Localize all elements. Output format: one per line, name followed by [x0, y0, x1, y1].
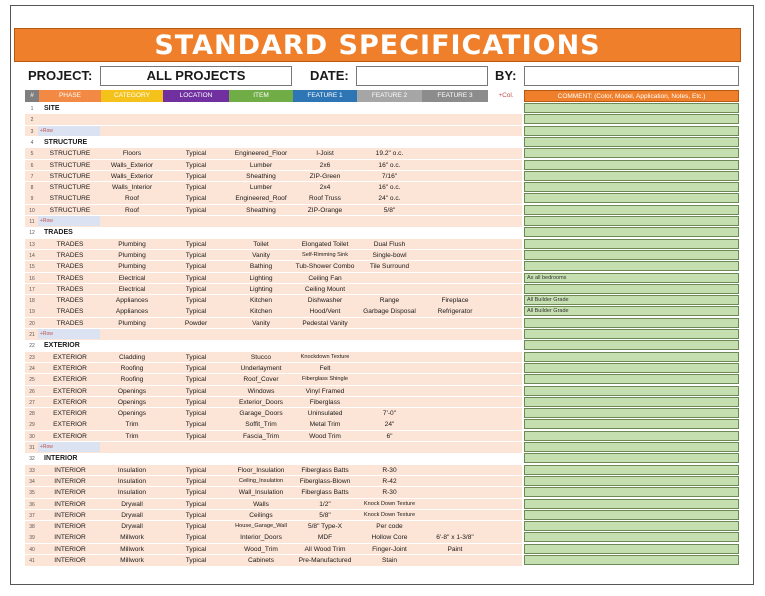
- row-number: 3: [30, 128, 34, 135]
- row-number: 18: [29, 298, 35, 305]
- col-header-feature3[interactable]: FEATURE 3: [422, 90, 488, 102]
- comment-cell[interactable]: [524, 510, 739, 520]
- cell-item[interactable]: Cabinets: [247, 557, 275, 564]
- row-number: 39: [29, 535, 35, 542]
- cell-f2[interactable]: Tile Surround: [369, 263, 410, 271]
- comment-cell[interactable]: [524, 374, 739, 384]
- cell-location[interactable]: Typical: [185, 240, 207, 248]
- row-number: 4: [30, 139, 34, 146]
- cell-f2[interactable]: Per code: [376, 523, 403, 531]
- cell-category[interactable]: Plumbing: [118, 251, 146, 259]
- cell-location[interactable]: Typical: [185, 500, 207, 508]
- cell-location[interactable]: Typical: [185, 489, 207, 497]
- cell-location[interactable]: Typical: [185, 557, 207, 564]
- row-number: 14: [29, 252, 35, 259]
- cell-f2[interactable]: Knock Down Texture: [363, 511, 416, 518]
- cell-f3[interactable]: Paint: [447, 545, 463, 553]
- cell-location[interactable]: Typical: [185, 263, 207, 271]
- cell-f2[interactable]: 16" o.c.: [378, 184, 401, 192]
- cell-category[interactable]: Trim: [125, 432, 139, 440]
- cell-phase[interactable]: TRADES: [56, 274, 84, 282]
- section-heading: EXTERIOR: [44, 342, 80, 350]
- col-header-location[interactable]: LOCATION: [163, 90, 229, 102]
- row-number: 1: [30, 106, 34, 112]
- comment-cell[interactable]: [524, 397, 739, 407]
- cell-item[interactable]: Walls: [253, 500, 269, 508]
- cell-item[interactable]: Vanity: [252, 251, 270, 259]
- cell-f1[interactable]: Ceiling Mount: [304, 285, 346, 293]
- row-number: 32: [29, 456, 35, 463]
- cell-f1[interactable]: Pedestal Vanity: [302, 319, 348, 327]
- table-row[interactable]: [25, 453, 522, 464]
- row-number: 25: [29, 377, 35, 384]
- cell-category[interactable]: Roofing: [120, 364, 144, 372]
- cell-f1[interactable]: Fiberglass Batts: [301, 489, 349, 497]
- cell-f1[interactable]: Wood Trim: [309, 432, 341, 440]
- cell-location[interactable]: Typical: [185, 376, 207, 384]
- cell-f1[interactable]: All Wood Trim: [304, 545, 346, 553]
- cell-location[interactable]: Typical: [185, 274, 207, 282]
- row-number: 8: [30, 185, 34, 192]
- project-label: PROJECT:: [28, 68, 93, 83]
- cell-phase[interactable]: TRADES: [56, 285, 84, 293]
- col-header-comment: COMMENT: (Color, Model, Application, Notes, Etc.): [524, 90, 739, 102]
- row-number: 24: [29, 365, 35, 372]
- by-field[interactable]: [524, 66, 739, 86]
- cell-item[interactable]: Ceiling_Insulation: [238, 477, 284, 484]
- cell-category[interactable]: Plumbing: [118, 319, 146, 327]
- table-row[interactable]: [25, 340, 522, 351]
- cell-item[interactable]: Stucco: [250, 353, 272, 361]
- cell-phase[interactable]: TRADES: [56, 263, 84, 271]
- cell-f2[interactable]: Dual Flush: [373, 240, 406, 248]
- row-number: 17: [29, 286, 35, 293]
- cell-category[interactable]: Drywall: [121, 523, 143, 531]
- col-header-feature2[interactable]: FEATURE 2: [357, 90, 422, 102]
- cell-location[interactable]: Typical: [185, 477, 207, 485]
- cell-f1[interactable]: MDF: [317, 534, 333, 542]
- cell-f1[interactable]: 2x6: [319, 161, 331, 169]
- row-number: 10: [29, 207, 35, 214]
- comment-cell[interactable]: [524, 465, 739, 475]
- cell-item[interactable]: Kitchen: [250, 297, 272, 305]
- cell-location[interactable]: Typical: [185, 172, 207, 180]
- row-number: 27: [29, 399, 35, 406]
- cell-location[interactable]: Typical: [185, 297, 207, 305]
- cell-f1[interactable]: Fiberglass-Blown: [299, 477, 351, 485]
- cell-location[interactable]: Typical: [185, 150, 207, 158]
- cell-item[interactable]: Sheathing: [246, 172, 276, 180]
- row-number: 13: [29, 241, 35, 248]
- comment-cell[interactable]: [524, 227, 739, 237]
- col-header-num: #: [25, 90, 39, 102]
- comment-cell[interactable]: As all bedrooms: [524, 273, 739, 283]
- cell-location[interactable]: Typical: [185, 466, 207, 474]
- comment-cell[interactable]: [524, 160, 739, 170]
- cell-f2[interactable]: 16" o.c.: [378, 161, 401, 169]
- row-number: 15: [29, 264, 35, 271]
- cell-item[interactable]: Ceilings: [249, 511, 273, 519]
- cell-f2[interactable]: 7'-0": [382, 410, 397, 418]
- cell-f2[interactable]: R-42: [382, 477, 397, 485]
- comment-cell[interactable]: [524, 431, 739, 441]
- table-row[interactable]: [25, 103, 522, 114]
- cell-phase[interactable]: STRUCTURE: [49, 206, 91, 214]
- cell-phase[interactable]: INTERIOR: [54, 477, 86, 485]
- cell-location[interactable]: Typical: [185, 545, 207, 553]
- row-number: 12: [29, 230, 35, 237]
- cell-item[interactable]: Floor_Insulation: [237, 466, 285, 474]
- comment-cell[interactable]: [524, 318, 739, 328]
- cell-category[interactable]: Drywall: [121, 500, 143, 508]
- cell-f1[interactable]: Pre-Manufactured: [298, 557, 352, 564]
- row-number: 21: [29, 332, 35, 338]
- cell-phase[interactable]: STRUCTURE: [49, 150, 91, 158]
- cell-phase[interactable]: INTERIOR: [54, 466, 86, 474]
- row-number: 29: [29, 422, 35, 429]
- col-header-feature1[interactable]: FEATURE 1: [293, 90, 357, 102]
- cell-phase[interactable]: TRADES: [56, 251, 84, 259]
- cell-f1[interactable]: Ceiling Fan: [308, 274, 342, 282]
- section-heading: INTERIOR: [44, 455, 78, 463]
- row-number: 38: [29, 524, 35, 531]
- cell-location[interactable]: Typical: [185, 161, 207, 169]
- cell-location[interactable]: Typical: [185, 511, 207, 519]
- cell-category[interactable]: Walls_Exterior: [110, 172, 154, 180]
- cell-phase[interactable]: STRUCTURE: [49, 161, 91, 169]
- section-heading: SITE: [44, 105, 60, 112]
- by-label: BY:: [495, 68, 517, 83]
- row-number: 34: [29, 478, 35, 485]
- cell-category[interactable]: Millwork: [120, 534, 144, 542]
- row-number: 5: [30, 151, 34, 158]
- cell-phase[interactable]: INTERIOR: [54, 534, 86, 542]
- cell-item[interactable]: Lighting: [249, 274, 273, 282]
- cell-category[interactable]: Roof: [125, 206, 139, 214]
- cell-phase[interactable]: INTERIOR: [54, 557, 86, 564]
- cell-f2[interactable]: 24": [384, 421, 395, 429]
- comment-cell[interactable]: [524, 205, 739, 215]
- cell-category[interactable]: Insulation: [117, 477, 147, 485]
- row-number: 9: [30, 196, 34, 203]
- cell-f2[interactable]: 6": [386, 432, 393, 440]
- cell-f1[interactable]: Hood/Vent: [309, 308, 341, 316]
- row-number: 31: [29, 445, 35, 451]
- col-header-item[interactable]: ITEM: [229, 90, 293, 102]
- cell-category[interactable]: Appliances: [115, 297, 149, 305]
- cell-f2[interactable]: Finger-Joint: [372, 545, 407, 553]
- cell-category[interactable]: Electrical: [118, 285, 146, 293]
- section-heading: STRUCTURE: [44, 138, 88, 146]
- table-row[interactable]: [25, 114, 522, 125]
- comment-cell[interactable]: [524, 453, 739, 463]
- cell-location[interactable]: Typical: [185, 387, 207, 395]
- table-row[interactable]: [25, 227, 522, 238]
- cell-item[interactable]: Lumber: [249, 184, 273, 192]
- cell-f2[interactable]: Hollow Core: [371, 534, 408, 542]
- comment-cell[interactable]: [524, 363, 739, 373]
- row-number: 19: [29, 309, 35, 316]
- comment-cell[interactable]: [524, 329, 739, 339]
- cell-phase[interactable]: STRUCTURE: [49, 195, 91, 203]
- cell-f1[interactable]: 5/8": [319, 511, 331, 519]
- add-column-button[interactable]: +Col.: [488, 90, 524, 102]
- cell-category[interactable]: Openings: [117, 410, 147, 418]
- cell-location[interactable]: Powder: [184, 319, 208, 327]
- comment-cell[interactable]: [524, 284, 739, 294]
- cell-f1[interactable]: I-Joist: [316, 150, 334, 158]
- comment-cell[interactable]: All Builder Grade: [524, 295, 739, 305]
- cell-category[interactable]: Insulation: [117, 489, 147, 497]
- cell-f1[interactable]: 1/2": [319, 500, 331, 508]
- cell-category[interactable]: Drywall: [121, 511, 143, 519]
- cell-category[interactable]: Cladding: [118, 353, 146, 361]
- cell-location[interactable]: Typical: [185, 195, 207, 203]
- cell-f2[interactable]: 7/16": [381, 172, 398, 180]
- page-title: STANDARD SPECIFICATIONS: [14, 28, 741, 62]
- cell-f1[interactable]: Fiberglass Shingle: [301, 376, 349, 383]
- comment-cell[interactable]: [524, 340, 739, 350]
- comment-cell[interactable]: [524, 103, 739, 113]
- cell-item[interactable]: House_Garage_Wall: [235, 523, 287, 530]
- cell-category[interactable]: Walls_Exterior: [110, 161, 154, 169]
- row-number: 16: [29, 275, 35, 282]
- row-number: 2: [30, 117, 34, 124]
- cell-f3[interactable]: 6'-8" x 1-3/8": [436, 534, 474, 542]
- cell-item[interactable]: Vanity: [252, 319, 270, 327]
- comment-cell[interactable]: [524, 137, 739, 147]
- comment-cell[interactable]: [524, 148, 739, 158]
- comment-cell[interactable]: [524, 114, 739, 124]
- cell-f1[interactable]: Roof Truss: [309, 195, 341, 203]
- cell-f2[interactable]: 19.2" o.c.: [375, 150, 404, 158]
- row-number: 20: [29, 320, 35, 327]
- cell-phase[interactable]: EXTERIOR: [53, 421, 87, 429]
- comment-cell[interactable]: [524, 544, 739, 554]
- col-header-phase[interactable]: PHASE: [39, 90, 101, 102]
- cell-item[interactable]: Engineered_Roof: [235, 195, 287, 203]
- cell-item[interactable]: Engineered_Floor: [234, 150, 288, 158]
- cell-f1[interactable]: 2x4: [319, 184, 331, 192]
- cell-item[interactable]: Kitchen: [250, 308, 272, 316]
- comment-cell[interactable]: [524, 408, 739, 418]
- comment-cell[interactable]: [524, 261, 739, 271]
- cell-category[interactable]: Insulation: [117, 466, 147, 474]
- cell-f2[interactable]: Garbage Disposal: [363, 308, 416, 316]
- cell-category[interactable]: Electrical: [118, 274, 146, 282]
- cell-phase[interactable]: INTERIOR: [54, 500, 86, 508]
- add-row-button[interactable]: +Row: [38, 442, 100, 452]
- cell-item[interactable]: Soffit_Trim: [245, 421, 277, 429]
- cell-category[interactable]: Roof: [125, 195, 139, 203]
- cell-location[interactable]: Typical: [185, 308, 207, 316]
- cell-phase[interactable]: TRADES: [56, 240, 84, 248]
- cell-location[interactable]: Typical: [185, 421, 207, 429]
- table-row[interactable]: [25, 137, 522, 148]
- cell-location[interactable]: Typical: [185, 364, 207, 372]
- row-number: 35: [29, 490, 35, 497]
- cell-f1[interactable]: Knockdown Texture: [300, 353, 350, 360]
- row-number: 30: [29, 433, 35, 440]
- row-number: 23: [29, 354, 35, 361]
- cell-category[interactable]: Openings: [117, 398, 147, 406]
- row-number: 40: [29, 546, 35, 553]
- comment-cell[interactable]: [524, 171, 739, 181]
- cell-phase[interactable]: STRUCTURE: [49, 172, 91, 180]
- comment-cell[interactable]: [524, 521, 739, 531]
- add-row-button[interactable]: +Row: [38, 329, 100, 339]
- cell-item[interactable]: Garage_Doors: [239, 410, 283, 418]
- cell-f1[interactable]: Felt: [319, 364, 331, 372]
- cell-location[interactable]: Typical: [185, 523, 207, 531]
- row-number: 7: [30, 173, 34, 180]
- section-heading: TRADES: [44, 229, 73, 237]
- comment-cell[interactable]: [524, 532, 739, 542]
- row-number: 37: [29, 512, 35, 519]
- comment-cell[interactable]: All Builder Grade: [524, 306, 739, 316]
- cell-f1[interactable]: Fiberglass Batts: [301, 466, 349, 474]
- cell-phase[interactable]: TRADES: [56, 308, 84, 316]
- cell-f1[interactable]: 5/8" Type-X: [307, 523, 343, 531]
- comment-cell[interactable]: [524, 555, 739, 565]
- cell-item[interactable]: Interior_Doors: [240, 534, 282, 542]
- cell-item[interactable]: Lumber: [249, 161, 273, 169]
- comment-cell[interactable]: [524, 499, 739, 509]
- comment-cell[interactable]: [524, 193, 739, 203]
- cell-f2[interactable]: Range: [379, 297, 400, 305]
- cell-category[interactable]: Appliances: [115, 308, 149, 316]
- row-number: 36: [29, 501, 35, 508]
- date-field[interactable]: [356, 66, 488, 86]
- cell-f1[interactable]: Dishwasher: [307, 297, 343, 305]
- cell-f1[interactable]: Tub-Shower Combo: [295, 263, 355, 271]
- cell-item[interactable]: Roof_Cover: [243, 376, 279, 384]
- comment-cell[interactable]: [524, 419, 739, 429]
- cell-category[interactable]: Walls_Interior: [111, 184, 153, 192]
- cell-f1[interactable]: Self-Rimming Sink: [301, 251, 348, 258]
- cell-f1[interactable]: Fiberglass: [309, 398, 341, 406]
- cell-f2[interactable]: R-30: [382, 489, 397, 497]
- cell-phase[interactable]: INTERIOR: [54, 489, 86, 497]
- cell-phase[interactable]: INTERIOR: [54, 511, 86, 519]
- cell-phase[interactable]: EXTERIOR: [53, 410, 87, 418]
- cell-phase[interactable]: EXTERIOR: [53, 353, 87, 361]
- cell-f2[interactable]: Knock Down Texture: [363, 500, 416, 507]
- cell-location[interactable]: Typical: [185, 251, 207, 259]
- comment-cell[interactable]: [524, 386, 739, 396]
- row-number: 11: [29, 219, 35, 225]
- comment-cell[interactable]: [524, 239, 739, 249]
- comment-cell[interactable]: [524, 487, 739, 497]
- cell-item[interactable]: Wood_Trim: [244, 545, 278, 553]
- add-row-button[interactable]: +Row: [38, 216, 100, 226]
- cell-phase[interactable]: STRUCTURE: [49, 184, 91, 192]
- cell-location[interactable]: Typical: [185, 206, 207, 214]
- cell-category[interactable]: Trim: [125, 421, 139, 429]
- row-number: 28: [29, 411, 35, 418]
- comment-cell[interactable]: [524, 182, 739, 192]
- cell-f1[interactable]: ZIP-Orange: [307, 206, 343, 214]
- cell-location[interactable]: Typical: [185, 534, 207, 542]
- cell-f2[interactable]: R-30: [382, 466, 397, 474]
- comment-cell[interactable]: [524, 250, 739, 260]
- comment-cell[interactable]: [524, 476, 739, 486]
- cell-location[interactable]: Typical: [185, 184, 207, 192]
- row-number: 26: [29, 388, 35, 395]
- cell-phase[interactable]: EXTERIOR: [53, 432, 87, 440]
- cell-f1[interactable]: Uninsulated: [307, 410, 343, 418]
- cell-item[interactable]: Lighting: [249, 285, 273, 293]
- cell-category[interactable]: Floors: [122, 150, 142, 158]
- cell-category[interactable]: Millwork: [120, 557, 144, 564]
- cell-item[interactable]: Windows: [247, 387, 275, 395]
- cell-phase[interactable]: EXTERIOR: [53, 364, 87, 372]
- cell-item[interactable]: Wall_Insulation: [238, 489, 284, 497]
- cell-f3[interactable]: Refrigerator: [437, 308, 473, 316]
- cell-phase[interactable]: EXTERIOR: [53, 398, 87, 406]
- cell-f1[interactable]: Vinyl Framed: [305, 387, 345, 395]
- cell-location[interactable]: Typical: [185, 398, 207, 406]
- cell-f1[interactable]: Elongated Toilet: [301, 240, 349, 248]
- comment-cell[interactable]: [524, 126, 739, 136]
- cell-phase[interactable]: INTERIOR: [54, 523, 86, 531]
- cell-item[interactable]: Toilet: [253, 240, 269, 248]
- comment-cell[interactable]: [524, 442, 739, 452]
- comment-cell[interactable]: [524, 216, 739, 226]
- cell-category[interactable]: Plumbing: [118, 240, 146, 248]
- comment-cell[interactable]: [524, 352, 739, 362]
- cell-f2[interactable]: Stain: [381, 557, 398, 564]
- cell-item[interactable]: Fascia_Trim: [242, 432, 280, 440]
- cell-f2[interactable]: 24" o.c.: [378, 195, 401, 203]
- cell-item[interactable]: Underlayment: [240, 364, 282, 372]
- cell-f1[interactable]: Metal Trim: [309, 421, 341, 429]
- cell-item[interactable]: Bathing: [249, 263, 273, 271]
- cell-phase[interactable]: TRADES: [56, 319, 84, 327]
- cell-f1[interactable]: ZIP-Green: [309, 172, 341, 180]
- cell-item[interactable]: Sheathing: [246, 206, 276, 214]
- cell-f3[interactable]: Fireplace: [441, 297, 469, 305]
- cell-item[interactable]: Exterior_Doors: [239, 398, 283, 406]
- cell-category[interactable]: Roofing: [120, 376, 144, 384]
- cell-phase[interactable]: INTERIOR: [54, 545, 86, 553]
- cell-phase[interactable]: TRADES: [56, 297, 84, 305]
- date-label: DATE:: [310, 68, 349, 83]
- cell-phase[interactable]: EXTERIOR: [53, 376, 87, 384]
- row-number: 6: [30, 162, 34, 169]
- col-header-category[interactable]: CATEGORY: [101, 90, 163, 102]
- cell-category[interactable]: Openings: [117, 387, 147, 395]
- cell-f2[interactable]: 5/8": [383, 206, 396, 214]
- row-number: 33: [29, 467, 35, 474]
- cell-location[interactable]: Typical: [185, 285, 207, 293]
- cell-category[interactable]: Plumbing: [118, 263, 146, 271]
- row-number: 22: [29, 343, 35, 350]
- cell-location[interactable]: Typical: [185, 432, 207, 440]
- cell-location[interactable]: Typical: [185, 410, 207, 418]
- cell-phase[interactable]: EXTERIOR: [53, 387, 87, 395]
- row-number: 41: [29, 558, 35, 564]
- cell-location[interactable]: Typical: [185, 353, 207, 361]
- add-row-button[interactable]: +Row: [38, 126, 100, 136]
- cell-category[interactable]: Millwork: [120, 545, 144, 553]
- project-field[interactable]: ALL PROJECTS: [100, 66, 292, 86]
- cell-f2[interactable]: Single-bowl: [372, 251, 407, 259]
